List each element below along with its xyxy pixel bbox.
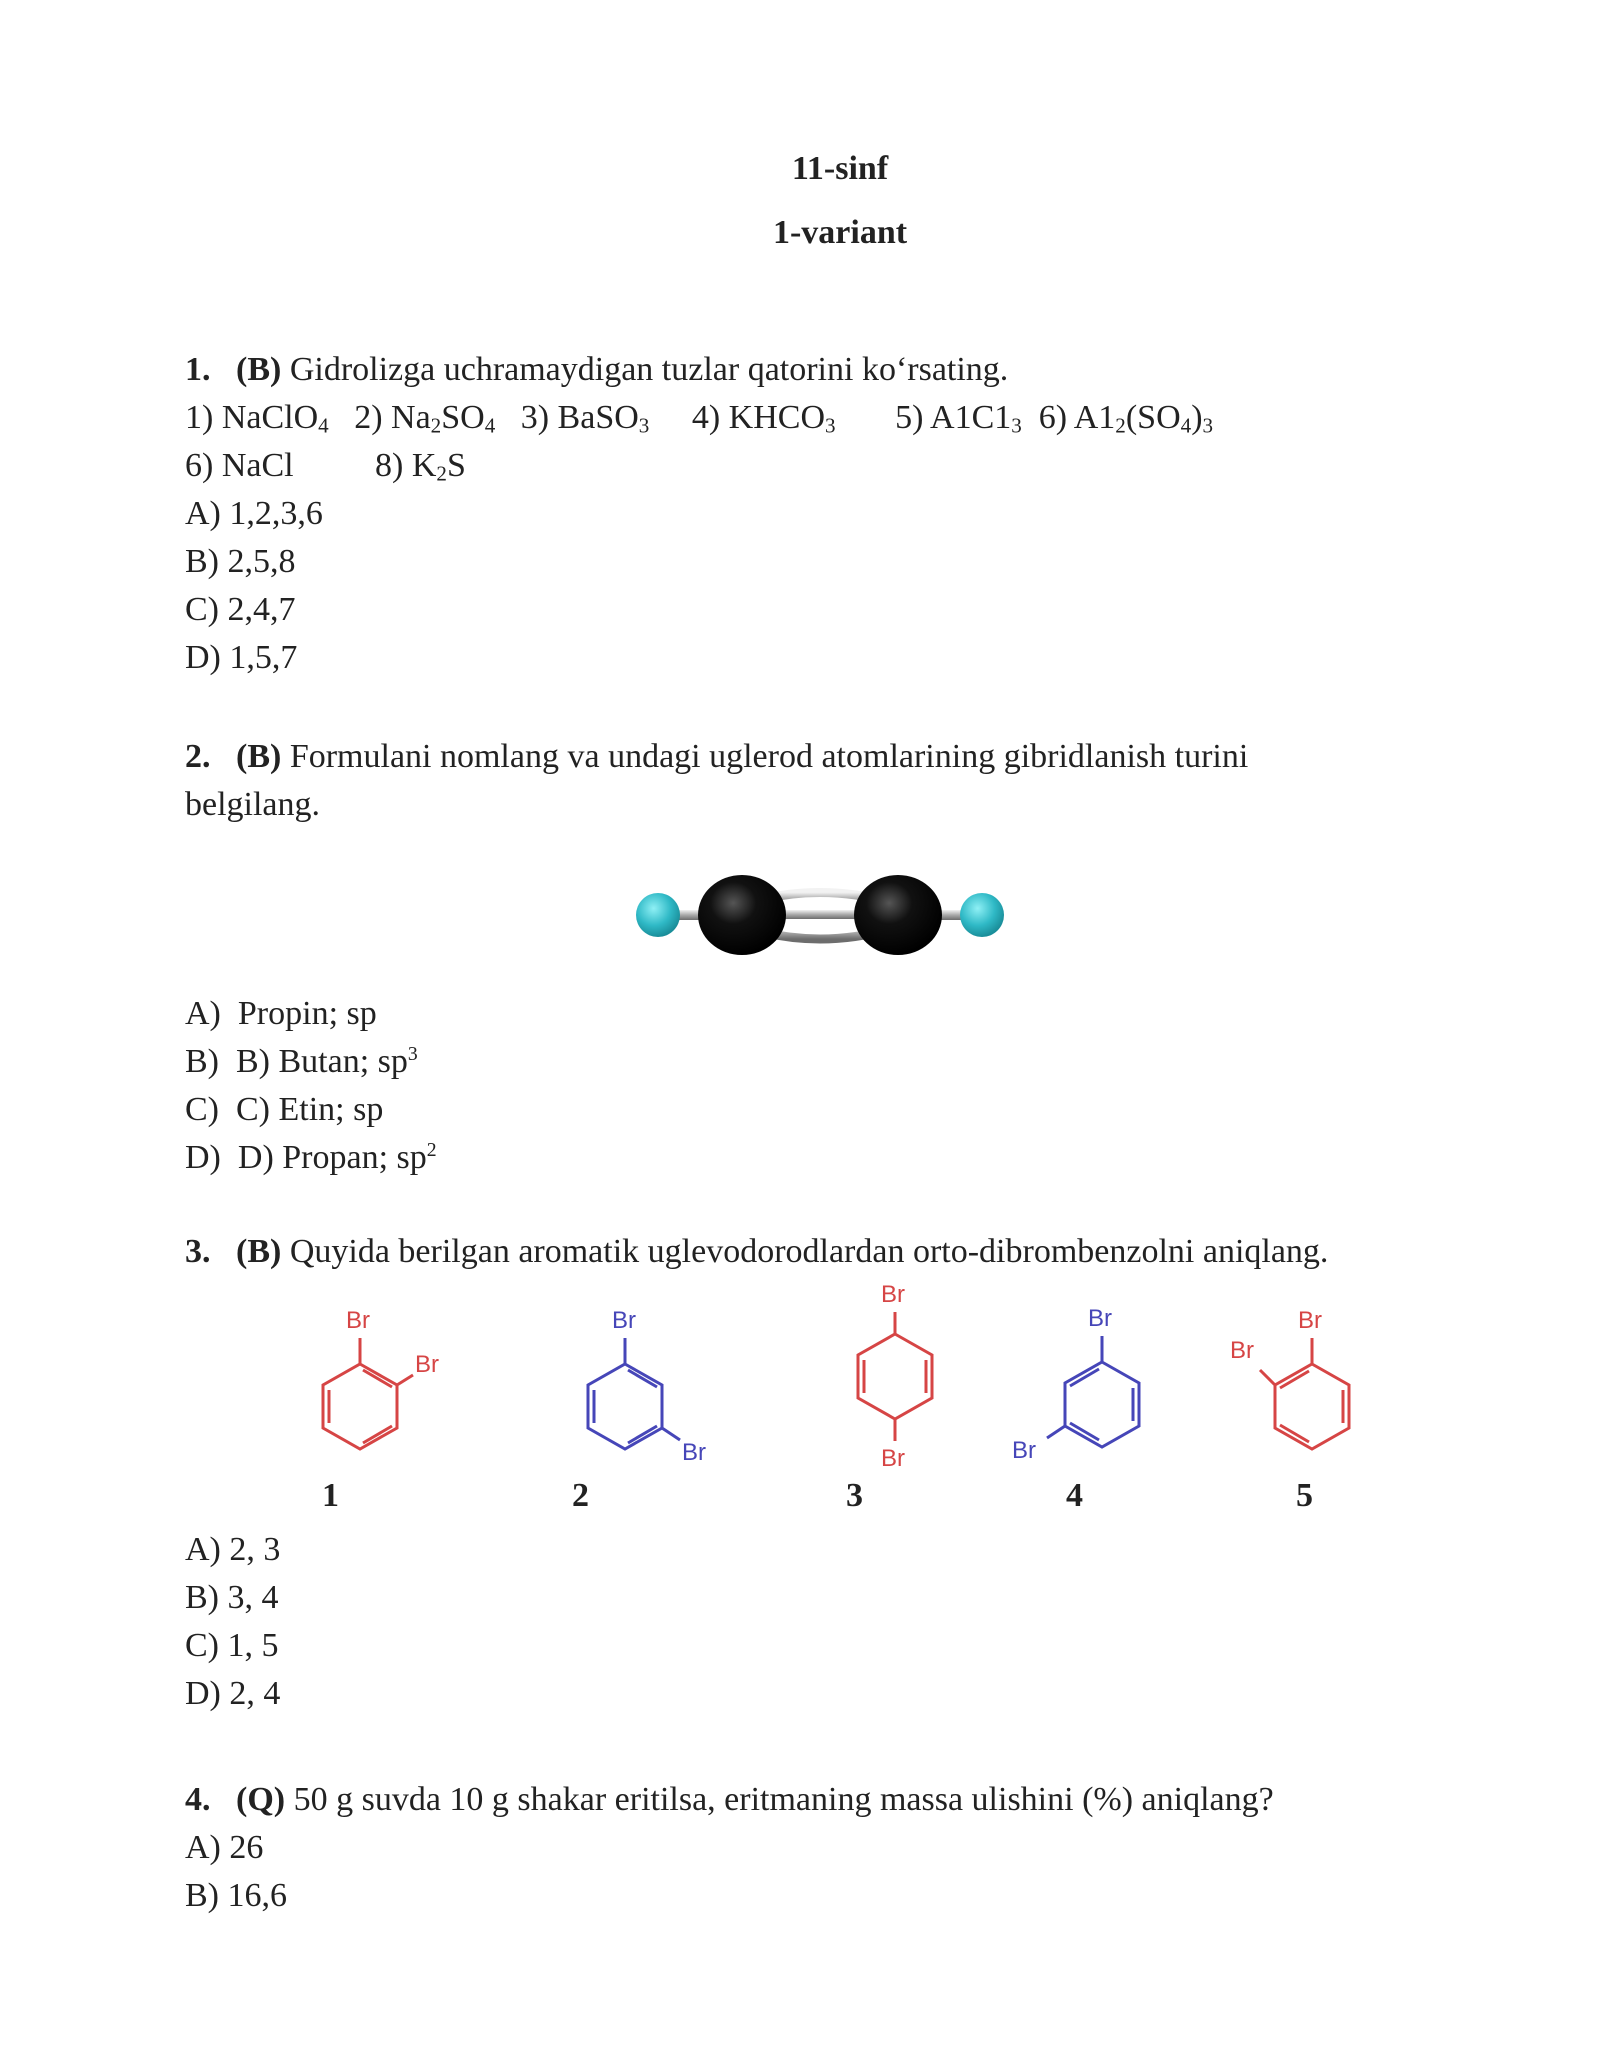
question-2 — [185, 733, 1445, 829]
br-label: Br — [682, 1439, 706, 1466]
structure-3 — [858, 1312, 932, 1441]
carbon-atom — [698, 875, 786, 955]
question-text: 50 g suvda 10 g shakar eritilsa, eritmaning massa ulishini (%) aniqlang? — [293, 1781, 1274, 1818]
salt-list-row-1 — [185, 394, 1445, 442]
answer-option-a[interactable]: A) 26 — [185, 1829, 264, 1866]
br-label: Br — [346, 1307, 370, 1334]
br-label: Br — [881, 1445, 905, 1472]
salt-item: 3) BaSO$_3$ — [520, 399, 650, 438]
answer-option-b[interactable]: B) 3, 4 — [185, 1579, 279, 1616]
answer-option-b[interactable]: B) 2,5,8 — [185, 543, 296, 580]
salt-item: 4) $KHCO_3$ — [691, 399, 836, 438]
question-tag: (Q) — [236, 1781, 286, 1818]
c-br-bond — [662, 1428, 680, 1440]
br-label: Br — [1298, 1307, 1322, 1334]
benzene-ring — [1065, 1362, 1139, 1447]
question-2-options — [185, 990, 437, 1182]
benzene-ring — [858, 1334, 932, 1419]
answer-option-d[interactable]: D) 2, 4 — [185, 1675, 281, 1712]
carbon-atom — [854, 875, 942, 955]
c-br-bond — [397, 1375, 413, 1385]
hydrogen-atom — [636, 893, 680, 937]
structure-label: 1 — [322, 1477, 339, 1514]
question-1 — [185, 346, 1445, 682]
c-br-bond — [1260, 1370, 1275, 1385]
structure-1 — [323, 1338, 413, 1449]
question-text: Formulani nomlang va undagi uglerod atomlarining gibridlanish turini — [289, 738, 1249, 775]
answer-option-c[interactable]: C) C) Etin; sp — [185, 1091, 384, 1128]
question-3-stem — [185, 1228, 1445, 1276]
question-4 — [185, 1776, 1445, 1920]
salt-item: 6) NaCl — [185, 447, 294, 484]
question-number: 3. — [185, 1233, 211, 1270]
br-label: Br — [415, 1351, 439, 1378]
acetylene-ball-and-stick-model — [630, 860, 1010, 970]
grade-title: 11-sinf — [791, 150, 889, 187]
answer-option-a[interactable]: A) Propin; sp — [185, 995, 377, 1032]
benzene-ring — [588, 1364, 662, 1449]
answer-option-c[interactable]: C) 2,4,7 — [185, 591, 296, 628]
question-3 — [185, 1228, 1445, 1276]
question-tag: (B) — [236, 351, 282, 388]
question-text: Quyida berilgan aromatik uglevodorodlardan orto-dibrombenzolni aniqlang. — [289, 1233, 1329, 1270]
salt-item: 8) $K_2S$ — [375, 447, 466, 486]
question-2-stem-line-2: belgilang. — [185, 786, 321, 823]
question-4-stem — [185, 1776, 1445, 1824]
answer-option-a[interactable]: A) 2, 3 — [185, 1531, 281, 1568]
question-tag: (B) — [236, 738, 282, 775]
c-br-bond — [1047, 1426, 1065, 1438]
hydrogen-atom — [960, 893, 1004, 937]
question-1-stem — [185, 346, 1445, 394]
answer-option-d[interactable]: D) D) Propan; $sp^2$ — [185, 1139, 437, 1176]
question-tag: (B) — [236, 1233, 282, 1270]
structure-4 — [1047, 1336, 1139, 1447]
salt-list-row-2 — [185, 442, 1445, 490]
br-label: Br — [1088, 1305, 1112, 1332]
answer-option-b[interactable]: B) 16,6 — [185, 1877, 287, 1914]
answer-option-d[interactable]: D) 1,5,7 — [185, 639, 298, 676]
structure-2 — [588, 1338, 680, 1449]
benzene-ring — [323, 1364, 397, 1449]
structure-5 — [1260, 1338, 1349, 1449]
question-3-options — [185, 1526, 280, 1718]
answer-option-b[interactable]: B) B) Butan; $sp^3$ — [185, 1043, 418, 1080]
structure-label: 4 — [1066, 1477, 1083, 1514]
structure-label: 5 — [1296, 1477, 1313, 1514]
br-label: Br — [1012, 1437, 1036, 1464]
question-number: 1. — [185, 351, 211, 388]
dibromobenzene-structures — [280, 1278, 1410, 1528]
salt-item: 2) $Na_2SO_4$ — [354, 399, 496, 438]
br-label: Br — [1230, 1337, 1254, 1364]
answer-option-c[interactable]: C) 1, 5 — [185, 1627, 279, 1664]
question-2-stem-line-1 — [185, 733, 1445, 781]
structure-label: 3 — [846, 1477, 863, 1514]
br-label: Br — [612, 1307, 636, 1334]
question-number: 4. — [185, 1781, 211, 1818]
salt-item: 1) NaClO$_4$ — [185, 399, 329, 438]
question-number: 2. — [185, 738, 211, 775]
benzene-ring — [1275, 1364, 1349, 1449]
structure-label: 2 — [572, 1477, 589, 1514]
br-label: Br — [881, 1281, 905, 1308]
salt-item: 5) $A1C1_3$ — [895, 399, 1022, 438]
question-text: Gidrolizga uchramaydigan tuzlar qatorini ko‘rsating. — [289, 351, 1009, 388]
variant-title: 1-variant — [772, 214, 908, 251]
answer-option-a[interactable]: A) 1,2,3,6 — [185, 495, 323, 532]
salt-item: 6) $A1_2(SO_4)_3$ — [1038, 399, 1214, 438]
